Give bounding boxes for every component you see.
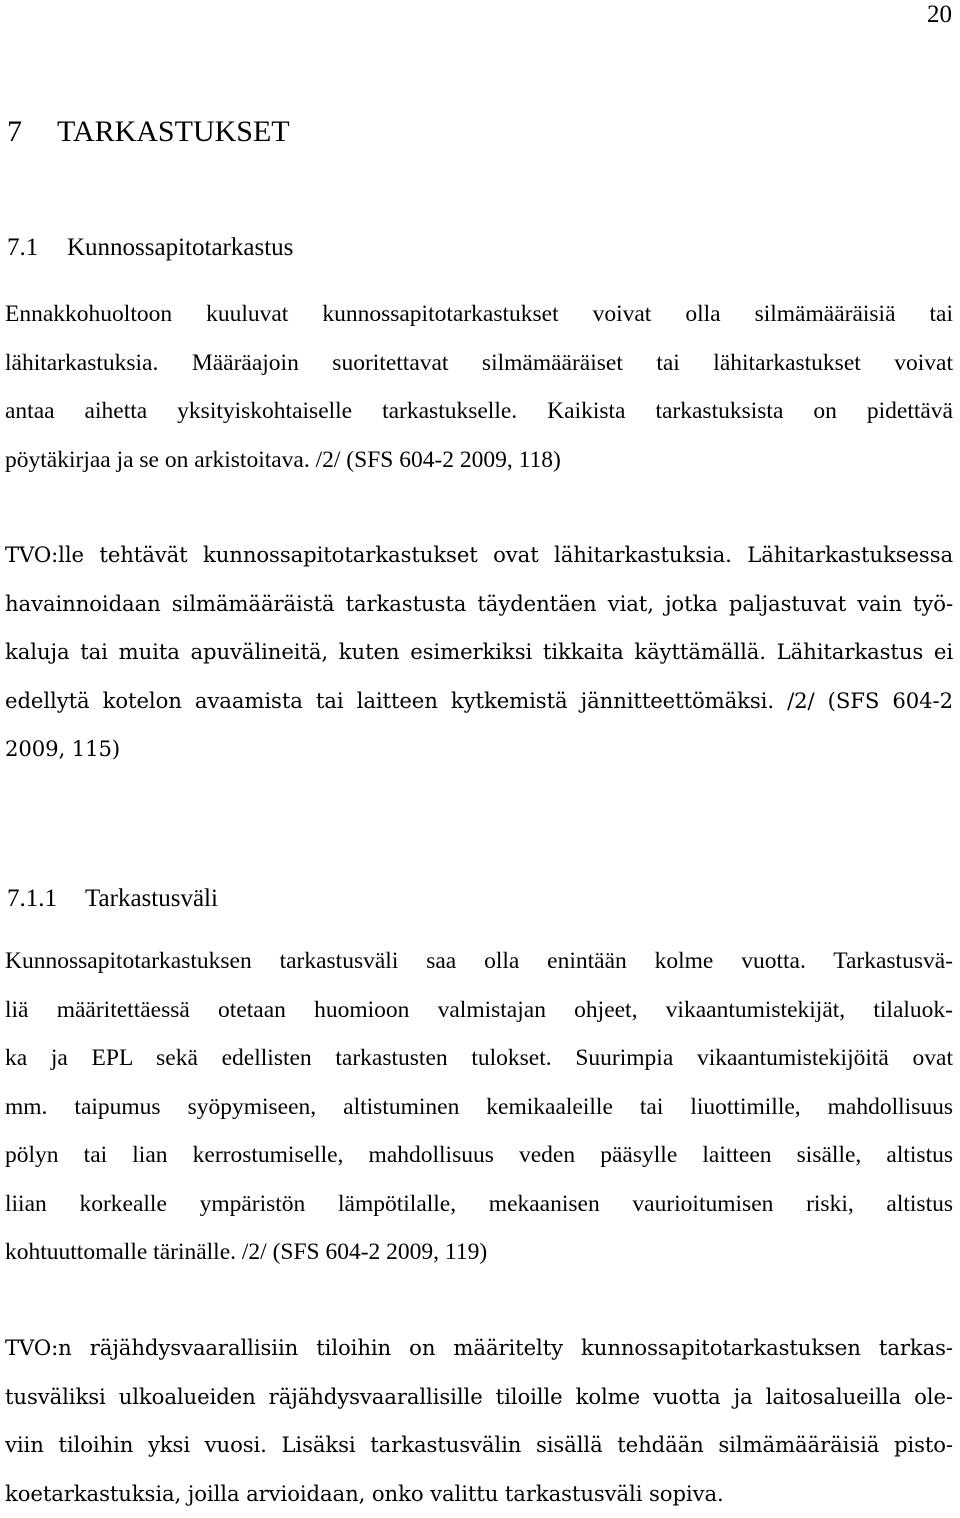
text-line: antaa aihetta yksityiskohtaiselle tarkastukselle. Kaikista tarkastuksista on pidettävä: [5, 387, 953, 436]
chapter-number: 7: [7, 114, 57, 150]
section-number: 7.1: [7, 233, 67, 263]
subsection-number: 7.1.1: [7, 884, 85, 914]
chapter-heading: [7, 114, 290, 150]
paragraph-tvo-hazardous-areas: [5, 1324, 953, 1518]
text-line: liä määritettäessä otetaan huomioon valmistajan ohjeet, vikaantumistekijät, tilaluok-: [5, 986, 953, 1035]
chapter-title: TARKASTUKSET: [57, 115, 290, 148]
text-line: tusväliksi ulkoalueiden räjähdysvaarallisille tiloille kolme vuotta ja laitosalueilla ole-: [5, 1373, 953, 1422]
paragraph-inspection-interval: [5, 937, 953, 1277]
text-line: edellytä kotelon avaamista tai laitteen kytkemistä jännitteettömäksi. /2/ (SFS 604-2: [5, 677, 953, 726]
text-line: mm. taipumus syöpymiseen, altistuminen kemikaaleille tai liuottimille, mahdollisuus: [5, 1083, 953, 1132]
text-line: kaluja tai muita apuvälineitä, kuten esimerkiksi tikkaita käyttämällä. Lähitarkastus ei: [5, 628, 953, 677]
text-line: liian korkealle ympäristön lämpötilalle, mekaanisen vaurioitumisen riski, altistus: [5, 1180, 953, 1229]
text-line: viin tiloihin yksi vuosi. Lisäksi tarkastusvälin sisällä tehdään silmämääräisiä pisto-: [5, 1421, 953, 1470]
page-number: 20: [927, 0, 952, 30]
section-title: Kunnossapitotarkastus: [67, 234, 293, 261]
subsection-heading: [7, 884, 218, 914]
text-line: TVO:lle tehtävät kunnossapitotarkastukset ovat lähitarkastuksia. Lähitarkastuksessa: [5, 531, 953, 580]
text-line: 2009, 115): [5, 725, 953, 774]
text-line: kohtuuttomalle tärinälle. /2/ (SFS 604-2 2009, 119): [5, 1228, 953, 1277]
paragraph-preventive-inspections: [5, 290, 953, 484]
section-heading: [7, 233, 293, 263]
paragraph-tvo-inspections: [5, 531, 953, 774]
text-line: TVO:n räjähdysvaarallisiin tiloihin on määritelty kunnossapitotarkastuksen tarkas-: [5, 1324, 953, 1373]
subsection-title: Tarkastusväli: [85, 885, 218, 912]
text-line: havainnoidaan silmämääräistä tarkastusta täydentäen viat, jotka paljastuvat vain työ-: [5, 580, 953, 629]
text-line: koetarkastuksia, joilla arvioidaan, onko valittu tarkastusväli sopiva.: [5, 1470, 953, 1518]
text-line: ka ja EPL sekä edellisten tarkastusten tulokset. Suurimpia vikaantumistekijöitä ovat: [5, 1034, 953, 1083]
text-line: Ennakkohuoltoon kuuluvat kunnossapitotarkastukset voivat olla silmämääräisiä tai: [5, 290, 953, 339]
text-line: lähitarkastuksia. Määräajoin suoritettavat silmämääräiset tai lähitarkastukset voivat: [5, 339, 953, 388]
text-line: pölyn tai lian kerrostumiselle, mahdollisuus veden pääsylle laitteen sisälle, altistus: [5, 1131, 953, 1180]
text-line: pöytäkirjaa ja se on arkistoitava. /2/ (SFS 604-2 2009, 118): [5, 436, 953, 485]
text-line: Kunnossapitotarkastuksen tarkastusväli saa olla enintään kolme vuotta. Tarkastusvä-: [5, 937, 953, 986]
